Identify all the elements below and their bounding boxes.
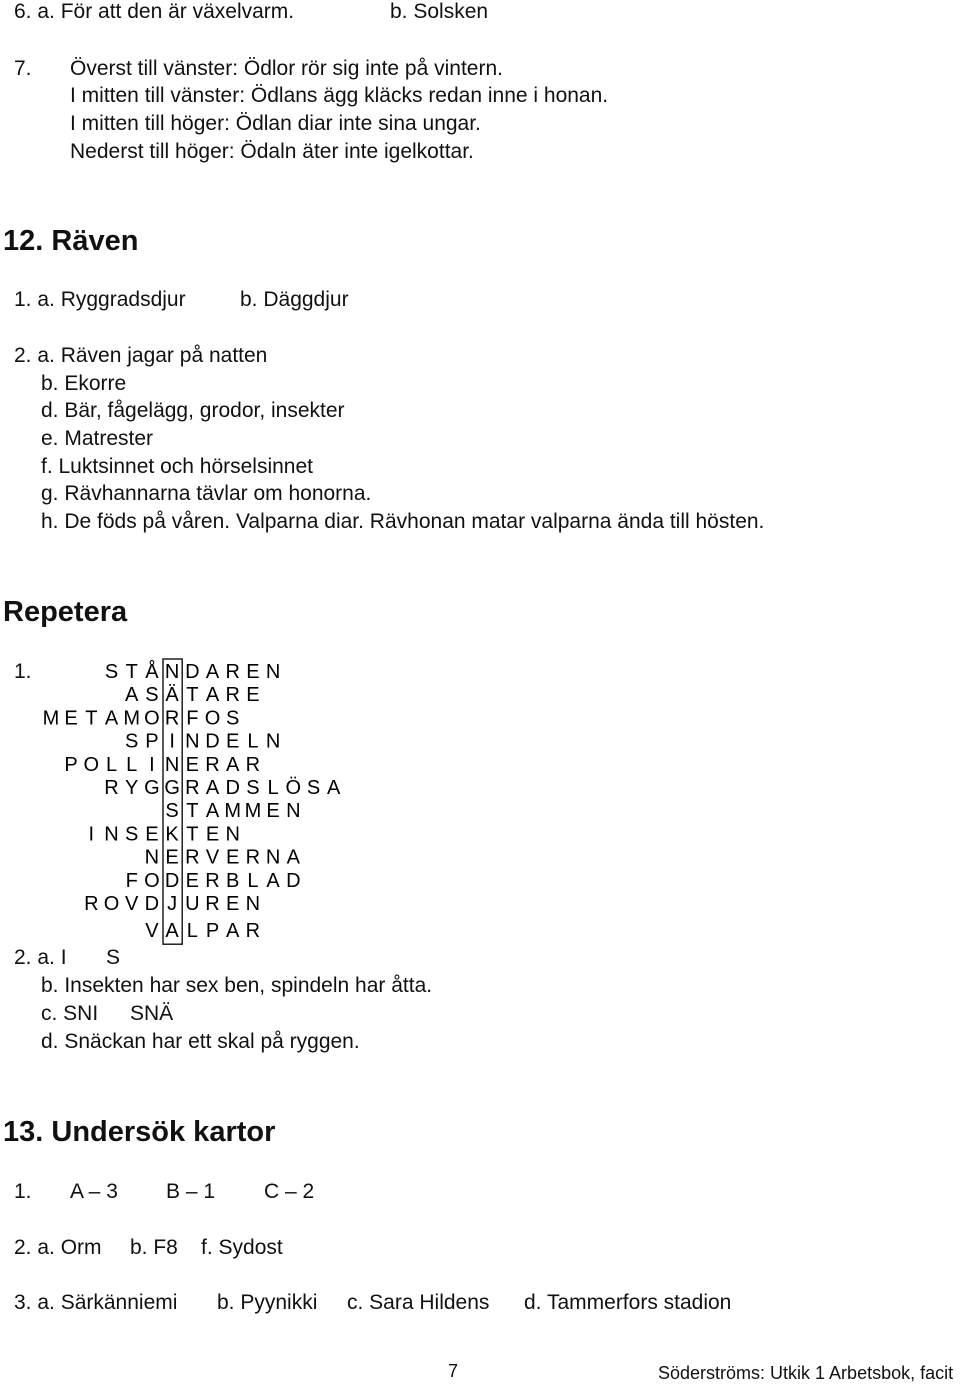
crossword-letter: E [246, 684, 260, 707]
section-13-answer-2b: b. F8 [130, 1236, 178, 1259]
crossword-letter: O [204, 707, 221, 730]
crossword-key-letter: R [164, 707, 180, 730]
repetera-answer-2a: 2. a. I [14, 946, 67, 969]
section-13-answer-2a: 2. a. Orm [14, 1236, 102, 1259]
crossword-letter: L [247, 869, 259, 892]
crossword-letter: L [105, 753, 118, 776]
section-12-heading: 12. Räven [3, 225, 139, 257]
section-13-answer-3d: d. Tammerfors stadion [524, 1291, 732, 1314]
crossword-letter: R [225, 684, 240, 707]
crossword-letter: P [64, 753, 78, 776]
answer-6a: 6. a. För att den är växelvarm. [14, 0, 295, 23]
crossword-letter: N [225, 823, 240, 846]
crossword-letter: N [185, 730, 200, 753]
crossword-key-letter: N [164, 661, 180, 683]
crossword-letter: R [205, 893, 220, 915]
repetera-heading: Repetera [3, 596, 128, 628]
crossword-key-letter: E [165, 846, 179, 869]
crossword-letter: A [266, 869, 280, 892]
crossword-letter: V [205, 846, 220, 869]
crossword-letter: I [149, 753, 155, 776]
crossword-letter: E [226, 893, 240, 915]
crossword-letter: R [245, 920, 261, 943]
section-12-answer-2f: f. Luktsinnet och hörselsinnet [41, 455, 313, 478]
crossword-letter: N [265, 846, 281, 869]
page-number: 7 [448, 1361, 459, 1381]
crossword-key-letter: I [169, 730, 175, 753]
section-13-answer-3c: c. Sara Hildens [347, 1291, 490, 1314]
crossword-letter: S [125, 823, 139, 846]
crossword-letter: E [185, 869, 199, 892]
section-12-answer-2h: h. De föds på våren. Valparna diar. Rävhonan matar valparna ända till hösten. [41, 510, 765, 533]
crossword-key-letter: D [164, 869, 180, 892]
crossword-letter: L [267, 777, 279, 799]
answer-7-line-3: I mitten till höger: Ödlan diar inte sina ungar. [70, 112, 481, 135]
crossword-letter: S [125, 730, 139, 753]
crossword-letter: T [186, 800, 199, 823]
crossword-letter: N [245, 893, 261, 915]
repetera-answer-2c: c. SNI [41, 1002, 99, 1025]
crossword-letter: E [145, 823, 159, 846]
crossword-letter: E [266, 800, 280, 823]
crossword-letter: B [226, 869, 240, 892]
section-12-answer-1b: b. Däggdjur [240, 288, 349, 311]
crossword-letter: P [145, 730, 159, 753]
crossword-letter: E [226, 846, 240, 869]
crossword-letter: N [144, 846, 160, 869]
section-12-answer-2b: b. Ekorre [41, 372, 127, 395]
crossword-letter: E [205, 823, 220, 846]
crossword-letter: R [205, 753, 220, 776]
crossword-letter: N [265, 661, 281, 683]
crossword-letter: A [205, 777, 220, 799]
section-13-answer-1c: C – 2 [264, 1180, 315, 1203]
crossword-letter: E [226, 730, 240, 753]
section-12-answer-2g: g. Rävhannarna tävlar om honorna. [41, 482, 372, 505]
crossword-letter: S [145, 684, 159, 707]
crossword-letter: Y [125, 777, 139, 799]
crossword-letter: O [144, 869, 160, 892]
crossword-letter: V [125, 893, 139, 915]
crossword-letter: R [225, 661, 240, 683]
crossword-letter: T [186, 823, 199, 846]
crossword-letter: D [225, 777, 240, 799]
crossword-letter: R [245, 846, 261, 869]
crossword-letter: R [245, 753, 261, 776]
crossword-letter: O [103, 893, 120, 915]
crossword-letter: E [185, 753, 199, 776]
crossword-letter: M [224, 800, 242, 823]
crossword-letter: V [145, 920, 159, 943]
crossword-letter: O [144, 707, 160, 730]
section-12-answer-2a: 2. a. Räven jagar på natten [14, 344, 268, 367]
section-13-heading: 13. Undersök kartor [3, 1116, 276, 1148]
crossword-letter: A [226, 753, 240, 776]
crossword-letter: S [246, 777, 260, 799]
crossword-letter: P [205, 920, 220, 943]
crossword-letter: T [85, 707, 98, 730]
crossword-letter: E [246, 661, 260, 683]
section-13-answer-1-number: 1. [14, 1180, 32, 1203]
crossword-letter: R [185, 777, 200, 799]
section-12-answer-2d: d. Bär, fågelägg, grodor, insekter [41, 399, 345, 422]
crossword-letter: M [123, 707, 141, 730]
crossword-letter: L [186, 920, 198, 943]
crossword-letter: E [64, 707, 78, 730]
crossword-letter: R [84, 893, 99, 915]
crossword-letter: A [104, 707, 119, 730]
section-13-answer-3b: b. Pyynikki [217, 1291, 318, 1314]
crossword-letter: T [125, 661, 138, 683]
crossword-letter: N [104, 823, 119, 846]
crossword-letter: A [125, 684, 139, 707]
crossword-key-letter: A [165, 920, 179, 943]
crossword-letter: A [327, 777, 341, 799]
crossword-letter: D [144, 893, 160, 915]
crossword-letter: N [286, 800, 301, 823]
answer-7-line-2: I mitten till vänster: Ödlans ägg kläcks redan inne i honan. [70, 84, 609, 107]
crossword-letter: A [205, 661, 220, 683]
crossword-key-letter: K [165, 823, 179, 846]
crossword-letter: U [185, 893, 200, 915]
crossword-letter: S [226, 707, 240, 730]
answer-7-line-1: Överst till vänster: Ödlor rör sig inte på vintern. [70, 57, 503, 80]
section-12-answer-1a: 1. a. Ryggradsdjur [14, 288, 186, 311]
crossword-letter: A [286, 846, 300, 869]
answer-6b: b. Solsken [390, 0, 489, 23]
crossword-letter: L [126, 753, 138, 776]
crossword-key-letter: J [167, 893, 178, 915]
section-13-answer-2f: f. Sydost [201, 1236, 283, 1259]
crossword-key-letter: G [164, 777, 180, 799]
crossword-letter: M [244, 800, 262, 823]
crossword-letter: O [83, 753, 100, 776]
crossword-letter: R [205, 869, 220, 892]
crossword-letter: S [306, 777, 321, 799]
repetera-answer-2a-second: S [106, 946, 121, 969]
answer-7-line-4: Nederst till höger: Ödaln äter inte igelkottar. [70, 140, 474, 163]
section-12-answer-2e: e. Matrester [41, 427, 154, 450]
crossword-letter: R [104, 777, 119, 799]
crossword-letter: F [125, 869, 138, 892]
repetera-answer-2b: b. Insekten har sex ben, spindeln har åtta. [41, 974, 433, 997]
crossword-letter: A [205, 684, 220, 707]
crossword-letter: A [226, 920, 240, 943]
crossword-letter: S [104, 661, 119, 683]
crossword-letter: F [186, 707, 199, 730]
crossword-letter: I [88, 823, 95, 846]
crossword-key-letter: N [164, 753, 180, 776]
crossword-letter: D [205, 730, 220, 753]
repetera-answer-2d: d. Snäckan har ett skal på ryggen. [41, 1030, 360, 1053]
crossword-key-letter: S [165, 800, 179, 823]
publisher-credit: Söderströms: Utkik 1 Arbetsbok, facit [658, 1363, 954, 1383]
crossword-letter: D [286, 869, 301, 892]
crossword-key-letter: Ä [165, 684, 179, 707]
crossword-letter: A [205, 800, 220, 823]
crossword-letter: T [186, 684, 199, 707]
answer-7-number: 7. [14, 57, 32, 80]
repetera-answer-1-number: 1. [14, 660, 32, 683]
crossword-letter: D [185, 661, 200, 683]
crossword-letter: G [144, 777, 160, 799]
crossword-letter: Å [145, 661, 159, 683]
section-13-answer-1b: B – 1 [166, 1180, 216, 1203]
section-13-answer-3a: 3. a. Särkänniemi [14, 1291, 178, 1314]
crossword-letter: M [42, 707, 60, 730]
crossword-letter: L [247, 730, 259, 753]
crossword-letter: Ö [285, 777, 302, 799]
section-13-answer-1a: A – 3 [70, 1180, 118, 1203]
repetera-answer-2c-second: SNÄ [130, 1002, 174, 1025]
crossword-letter: R [185, 846, 200, 869]
crossword-letter: N [265, 730, 281, 753]
